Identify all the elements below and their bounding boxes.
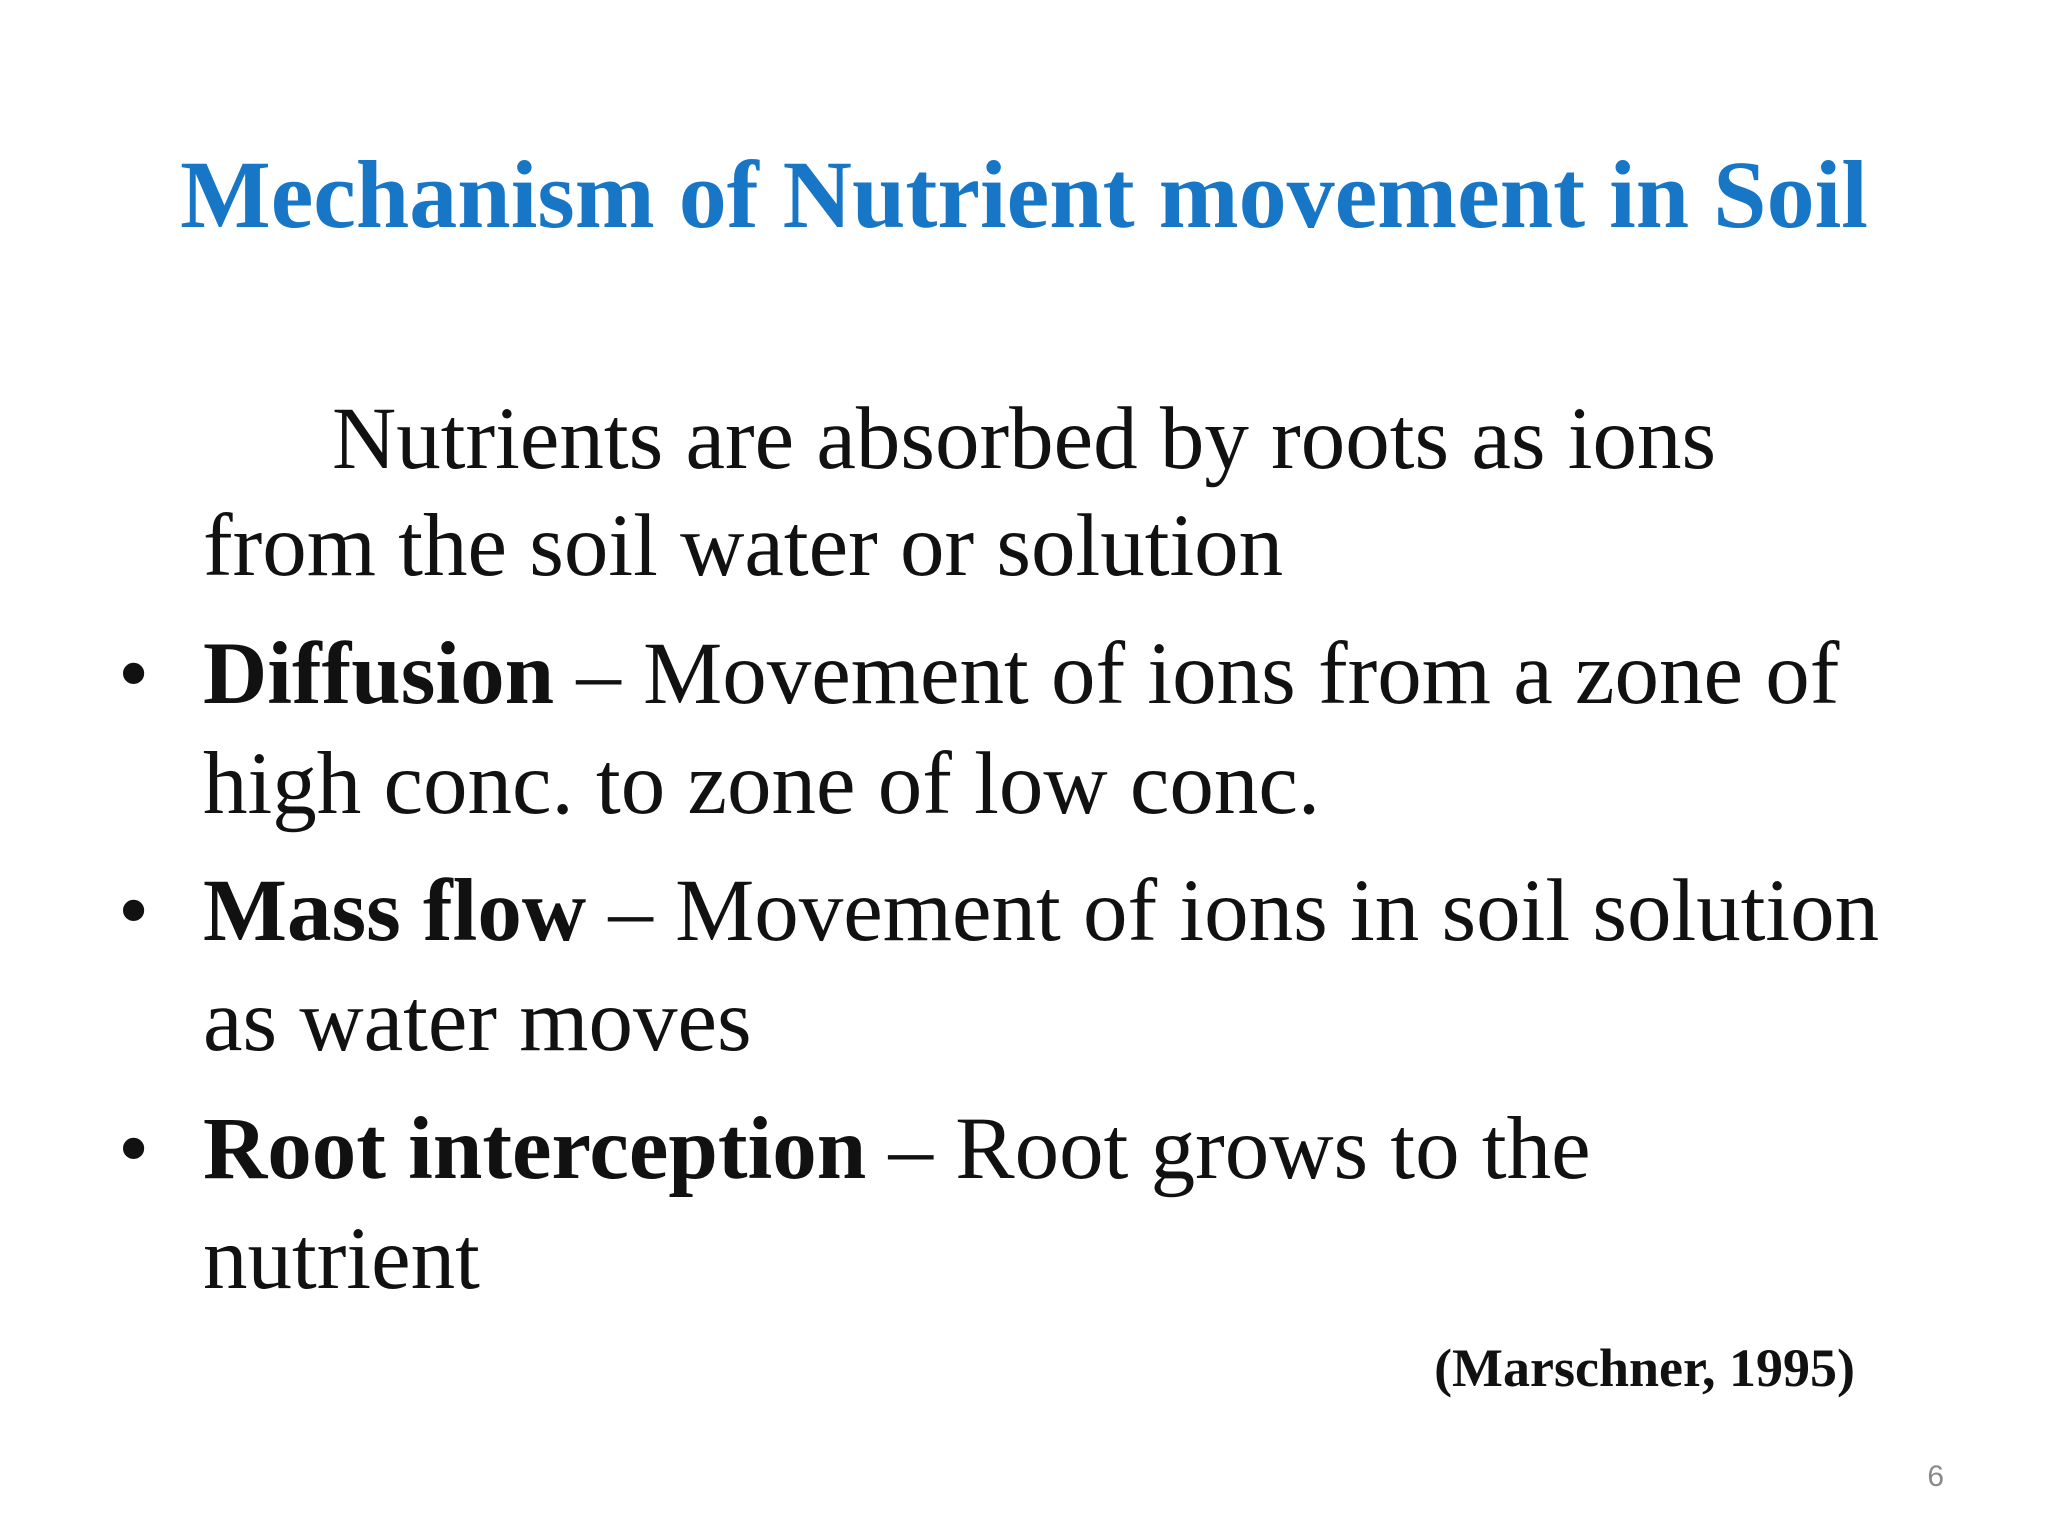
slide-number: 6: [1927, 1460, 1944, 1493]
bullet-root-interception: [203, 1098, 1591, 1200]
bullet-dot: •: [118, 625, 150, 723]
intro-line-1: Nutrients are absorbed by roots as ions: [332, 390, 1717, 488]
bullet-term: Root interception: [203, 1100, 867, 1198]
bullet-dot: •: [118, 1100, 150, 1198]
bullet-continuation: as water moves: [203, 972, 752, 1070]
bullet-term: Diffusion: [203, 625, 555, 723]
bullet-dot: •: [118, 862, 150, 960]
bullet-description: – Movement of ions in soil solution: [586, 862, 1880, 960]
citation: (Marschner, 1995): [1434, 1338, 1855, 1398]
bullet-continuation: nutrient: [203, 1210, 480, 1308]
bullet-description: – Movement of ions from a zone of: [554, 625, 1840, 723]
bullet-mass-flow: [203, 860, 1879, 962]
bullet-continuation: high conc. to zone of low conc.: [203, 735, 1321, 833]
bullet-diffusion: [203, 623, 1839, 725]
bullet-description: – Root grows to the: [866, 1100, 1591, 1198]
bullet-term: Mass flow: [203, 862, 587, 960]
slide-title: Mechanism of Nutrient movement in Soil: [180, 141, 1868, 248]
intro-line-2: from the soil water or solution: [203, 497, 1284, 595]
